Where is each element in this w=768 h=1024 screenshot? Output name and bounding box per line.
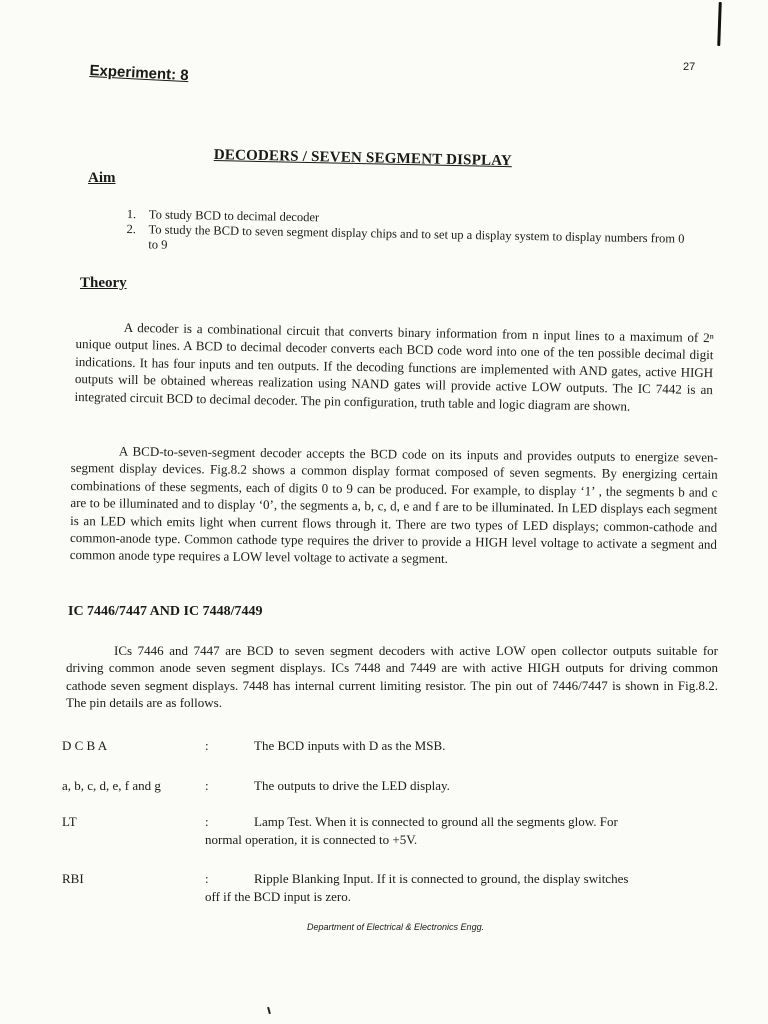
pin-name: a, b, c, d, e, f and g [62, 778, 161, 793]
experiment-label: Experiment: 8 [89, 62, 190, 85]
page-title: DECODERS / SEVEN SEGMENT DISPLAY [213, 147, 513, 170]
pen-mark [717, 2, 722, 46]
pin-separator: : [205, 778, 209, 793]
ic-section-paragraph: ICs 7446 and 7447 are BCD to seven segment decoders with active LOW open collector outputs suitable for driving common anode seven segment displays. ICs 7448 and 7449 are with active HIGH outputs for driving common cathode seven segment displays. 7448 has internal current limiting resistor. The pin out of 7446/7447 is shown in Fig.8.2. The pin details are as follows. [66, 643, 718, 711]
pin-description-continued: normal operation, it is connected to +5V. [205, 832, 418, 847]
theory-paragraph-2: A BCD-to-seven-segment decoder accepts the BCD code on its inputs and provides outputs to energize seven-segment display devices. Fig.8.2 shows a common display format composed of seven segments. By energizing certain combinations of these segments, each of digits 0 to 9 can be produced. For example, to display ‘1’ , the segments b and c are to be illuminated and to display ‘0’, the segments a, b, c, d, e and f are to be illuminated. In LED displays each segment is an LED which emits light when current flows through it. There are two types of LED displays; common-cathode and common-anode type. Common cathode type requires the driver to provide a HIGH level voltage to activate a segment and common anode type requires a LOW level voltage to activate a segment. [69, 443, 718, 567]
aim-item-number: 2. [126, 221, 137, 237]
page-number: 27 [683, 61, 696, 73]
pin-name: LT [62, 814, 77, 829]
pin-separator: : [205, 738, 209, 753]
pin-separator: : [205, 871, 209, 886]
theory-paragraph-1: A decoder is a combinational circuit that converts binary information from n input lines to a maximum of 2ⁿ unique output lines. A BCD to decimal decoder converts each BCD code word into one of the ten possible decimal digit indications. It has four inputs and ten outputs. If the decoding functions are implemented with AND gates, active HIGH outputs will be obtained whereas realization using NAND gates will provide active LOW outputs. The IC 7442 is an integrated circuit BCD to decimal decoder. The pin configuration, truth table and logic diagram are shown. [74, 319, 714, 414]
aim-heading: Aim [88, 170, 116, 186]
pin-description-continued: off if the BCD input is zero. [205, 889, 351, 904]
ic-section-heading: IC 7446/7447 AND IC 7448/7449 [68, 604, 263, 619]
pin-description: The outputs to drive the LED display. [254, 778, 450, 793]
pin-description: The BCD inputs with D as the MSB. [254, 738, 446, 753]
pen-mark-bottom [267, 1007, 271, 1014]
pin-description: Lamp Test. When it is connected to ground all the segments glow. For [254, 814, 618, 829]
aim-item-number: 1. [126, 207, 137, 222]
aim-list [126, 207, 687, 262]
pin-separator: : [205, 814, 209, 829]
pin-description: Ripple Blanking Input. If it is connected to ground, the display switches [254, 871, 629, 886]
page-footer: Department of Electrical & Electronics Engg. [307, 922, 485, 932]
theory-heading: Theory [80, 275, 127, 291]
pin-name: RBI [62, 871, 84, 886]
aim-item-text: To study the BCD to seven segment display chips and to set up a display system to display numbers from 0 to 9 [148, 222, 685, 252]
aim-item-text: To study BCD to decimal decoder [148, 207, 320, 225]
pin-name: D C B A [62, 738, 108, 753]
